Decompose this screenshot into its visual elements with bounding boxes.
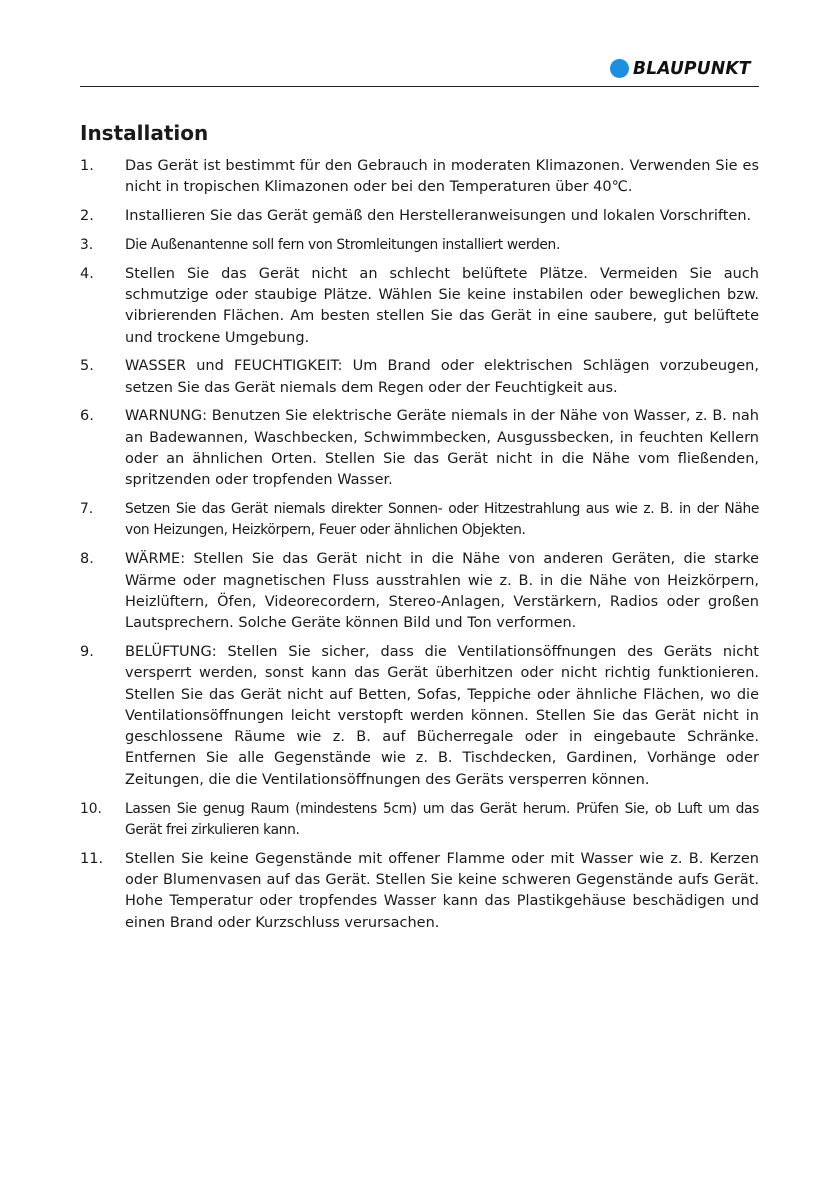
list-item [80,499,759,542]
list-item [80,206,759,227]
item-number: 6. [80,408,94,425]
item-number: 3. [80,236,94,253]
item-text: Installieren Sie das Gerät gemäß den Herstelleranweisungen und lokalen Vorschriften. [125,208,752,225]
item-number: 5. [80,358,94,375]
item-number: 10. [80,800,102,817]
brand-dot-icon [610,59,629,78]
list-item [80,849,759,934]
item-number: 4. [80,265,94,282]
item-number: 2. [80,208,94,225]
item-number: 11. [80,850,104,867]
item-text: Setzen Sie das Gerät niemals direkter Sonnen- oder Hitzestrahlung aus wie z. B. in der Nähe von Heizungen, Heizkörpern, Feuer oder ähnlichen Objekten. [125,501,759,539]
list-item [80,156,759,199]
item-text: Die Außenantenne soll fern von Stromleitungen installiert werden. [125,236,560,253]
item-number: 1. [80,158,94,174]
list-item [80,799,759,842]
section-title: Installation [80,121,209,145]
item-number: 8. [80,551,94,568]
list-item [80,549,759,634]
installation-list [80,156,759,941]
list-item [80,406,759,491]
item-text: Lassen Sie genug Raum (mindestens 5cm) um das Gerät herum. Prüfen Sie, ob Luft um das Gerät frei zirkulieren kann. [125,800,759,838]
list-item [80,356,759,399]
page-header [80,52,759,87]
list-item [80,264,759,349]
item-text: WASSER und FEUCHTIGKEIT: Um Brand oder elektrischen Schlägen vorzubeugen, setzen Sie das Gerät niemals dem Regen oder der Feuchtigkeit aus. [125,358,759,396]
item-text: Stellen Sie das Gerät nicht an schlecht belüftete Plätze. Vermeiden Sie auch schmutzige oder staubige Plätze. Wählen Sie keine instabilen oder beweglichen bzw. vibrierenden Flächen. Am besten stellen Sie das Gerät in eine saubere, gut belüftete und trockene Umgebung. [125,265,759,346]
brand-name: BLAUPUNKT [633,58,751,79]
brand-logo [610,58,757,79]
item-number: 7. [80,501,94,518]
list-item [80,642,759,791]
item-text: Stellen Sie keine Gegenstände mit offener Flamme oder mit Wasser wie z. B. Kerzen oder Blumenvasen auf das Gerät. Stellen Sie keine schweren Gegenstände aufs Gerät. Hohe Temperatur oder tropfendes Wasser kann das Plastikgehäuse beschädigen und einen Brand oder Kurzschluss verursachen. [125,850,759,931]
item-text: WARNUNG: Benutzen Sie elektrische Geräte niemals in der Nähe von Wasser, z. B. nah an Badewannen, Waschbecken, Schwimmbecken, Ausgussbecken, in feuchten Kellern oder an ähnlichen Orten. Stellen Sie das Gerät nicht in die Nähe vom fließenden, spritzenden oder tropfenden Wasser. [125,408,759,489]
item-number: 9. [80,643,94,660]
item-text: Das Gerät ist bestimmt für den Gebrauch in moderaten Klimazonen. Verwenden Sie es nicht in tropischen Klimazonen oder bei den Temperaturen über 40℃. [125,158,759,196]
item-text: BELÜFTUNG: Stellen Sie sicher, dass die Ventilationsöffnungen des Geräts nicht versperrt werden, sonst kann das Gerät überhitzen oder nicht richtig funktionieren. Stellen Sie das Gerät nicht auf Betten, Sofas, Teppiche oder ähnliche Flächen, wo die Ventilationsöffnungen leicht verstopft werden können. Stellen Sie das Gerät nicht in geschlossene Räume wie z. B. auf Bücherregale oder in eingebaute Schränke. Entfernen Sie alle Gegenstände wie z. B. Tischdecken, Gardinen, Vorhänge oder Zeitungen, die die Ventilationsöffnungen des Geräts versperren können. [125,643,759,788]
item-text: WÄRME: Stellen Sie das Gerät nicht in die Nähe von anderen Geräten, die starke Wärme oder magnetischen Fluss ausstrahlen wie z. B. in die Nähe von Heizkörpern, Heizlüftern, Öfen, Videorecordern, Stereo-Anlagen, Verstärkern, Radios oder großen Lautsprechern. Solche Geräte können Bild und Ton verformen. [125,551,759,632]
list-item [80,235,759,256]
